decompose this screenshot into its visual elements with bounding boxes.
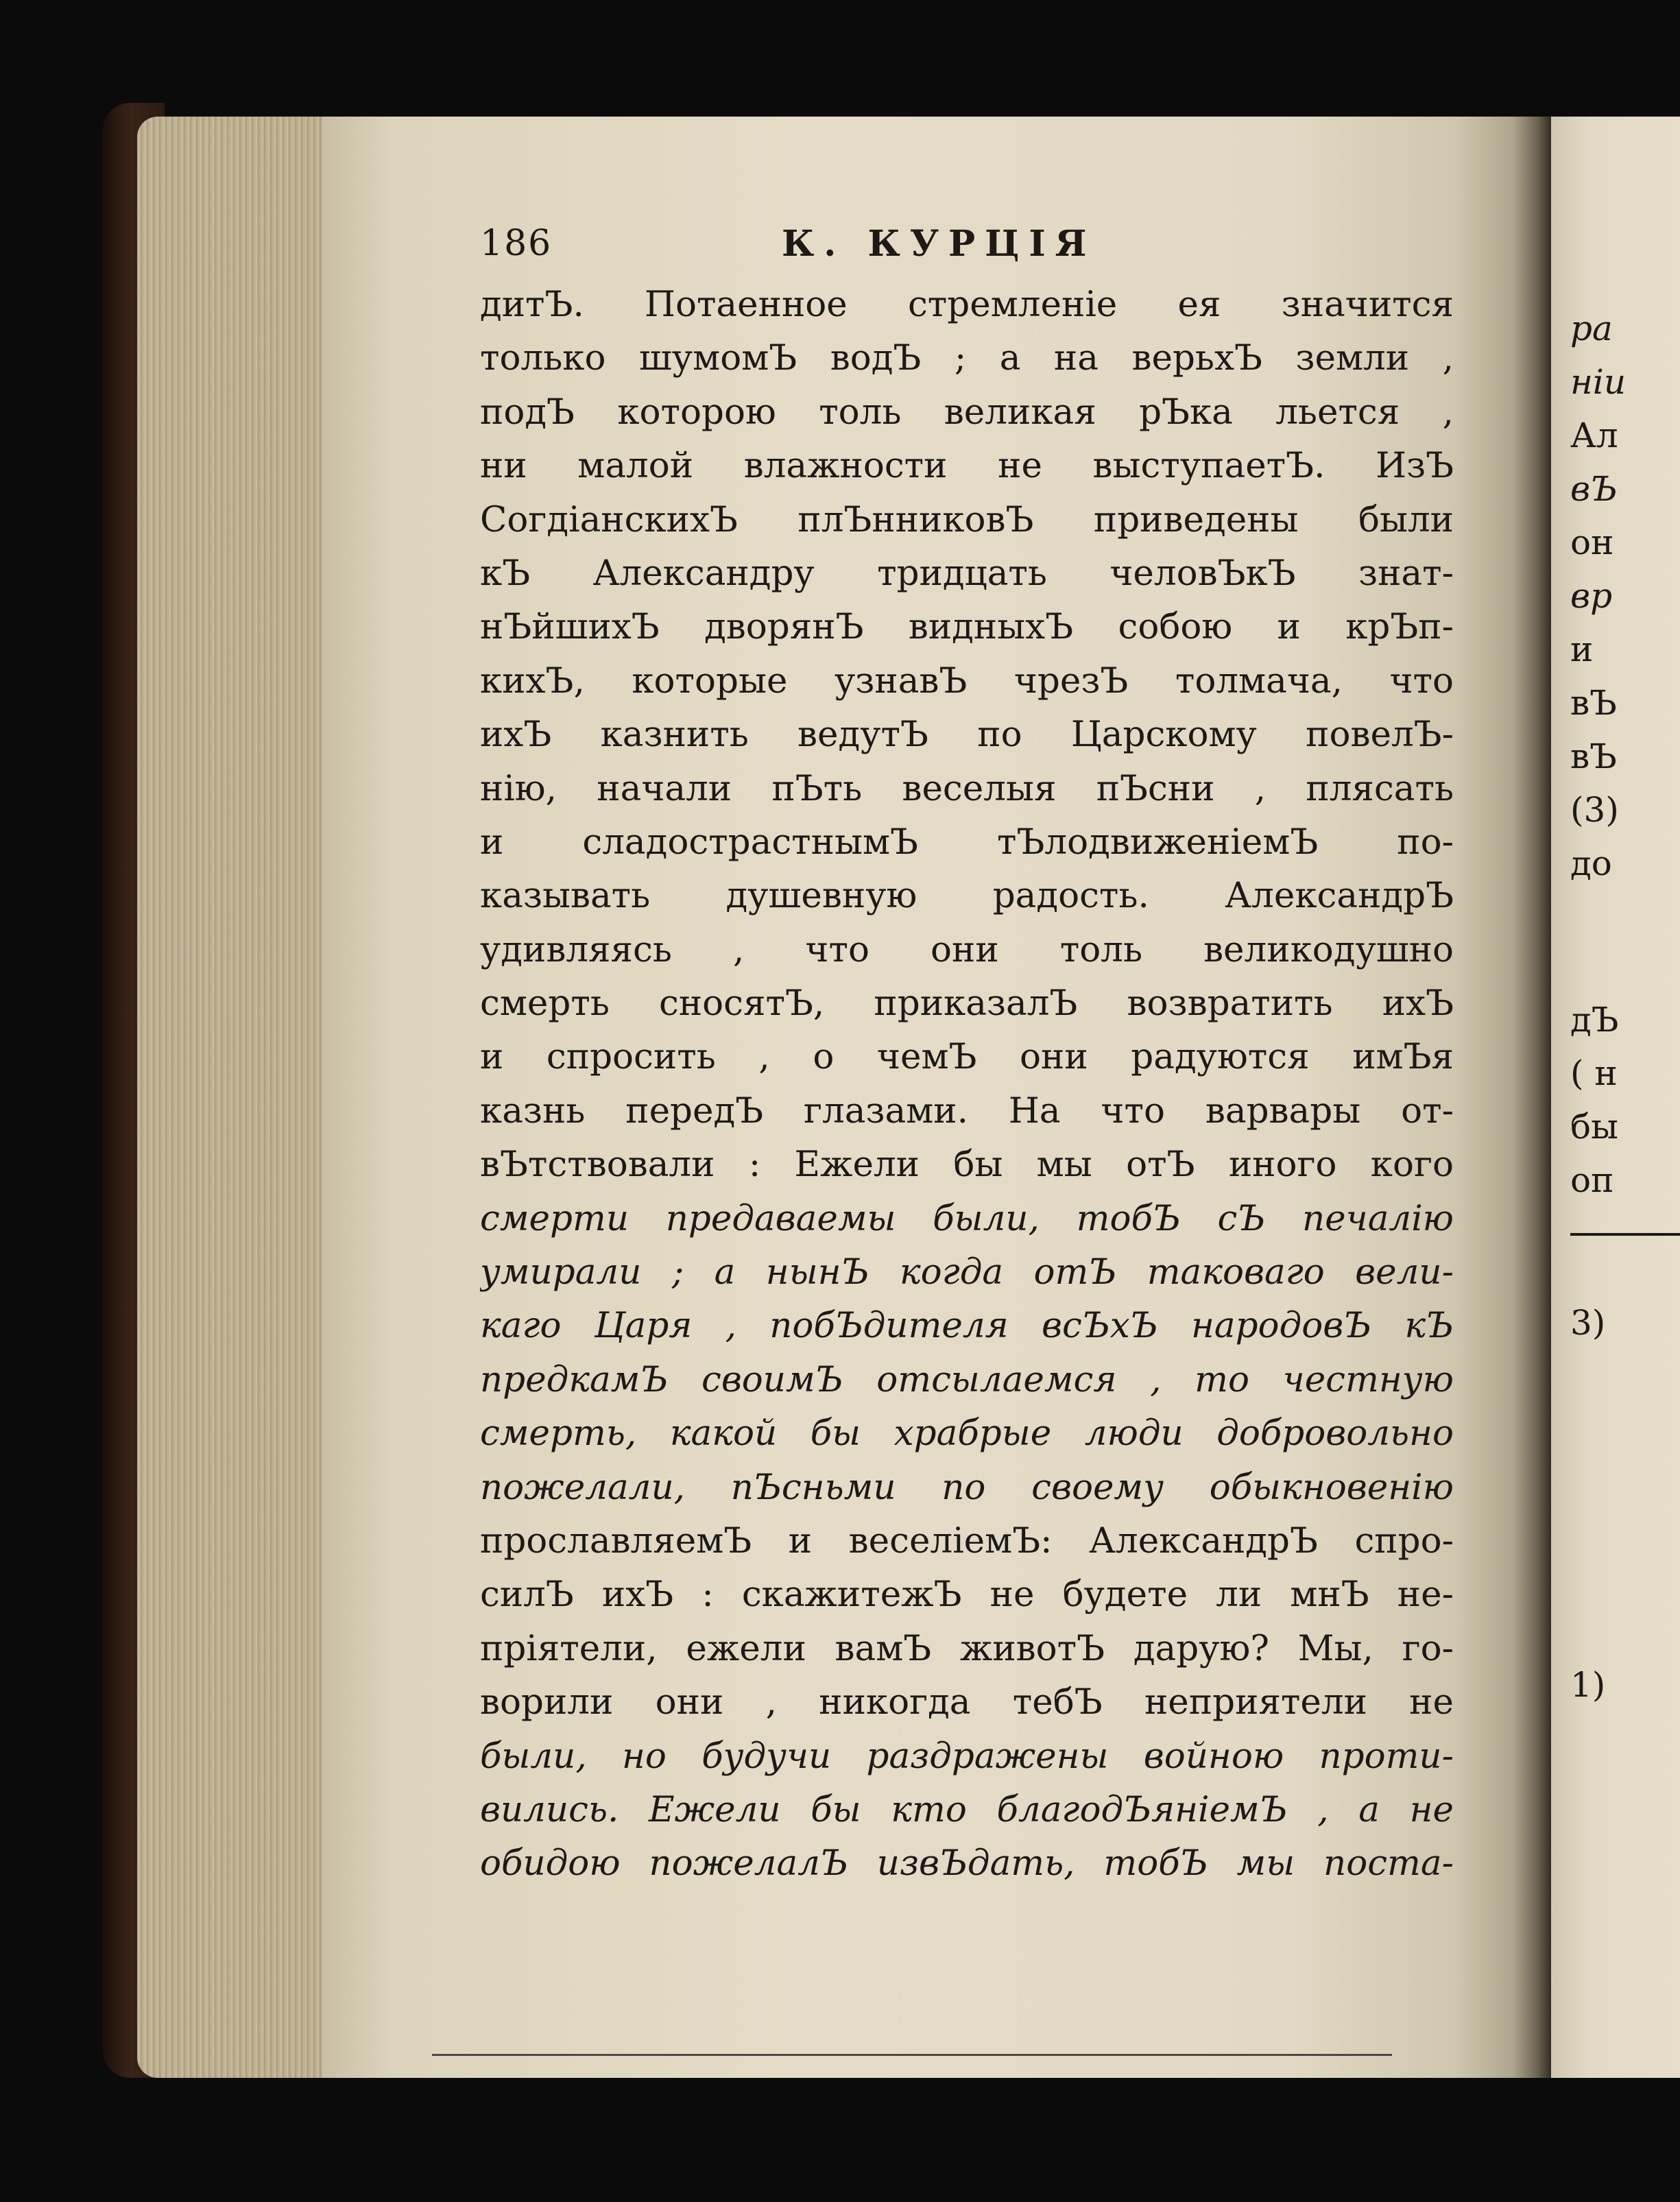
page-header xyxy=(480,223,1454,278)
text-line: нЪйшихЪ дворянЪ видныхЪ собою и крЪп- xyxy=(480,606,1454,648)
text-line: обидою пожелалЪ извЪдать, тобЪ мы поста- xyxy=(480,1843,1454,1884)
right-page-fragments xyxy=(1570,302,1626,1712)
fragment-line: оп xyxy=(1570,1160,1614,1200)
text-line: пожелали, пЪсньми по своему обыкновенію xyxy=(480,1466,1454,1508)
page-body-text xyxy=(480,278,1454,1891)
text-line: дитЪ. Потаенное стремленіе ея значится xyxy=(480,284,1454,325)
text-line: силЪ ихЪ : скажитежЪ не будете ли мнЪ не- xyxy=(480,1574,1454,1616)
text-line: прославляемЪ и веселіемЪ: АлександрЪ спро- xyxy=(480,1520,1454,1561)
fragment-line: вЪ xyxy=(1570,737,1617,776)
fragment-line: вЪ xyxy=(1570,469,1618,509)
text-line: ни малой влажности не выступаетЪ. ИзЪ xyxy=(480,445,1454,487)
fragment-line: бы xyxy=(1570,1107,1618,1147)
text-line: умирали ; а нынЪ когда отЪ таковаго вели- xyxy=(480,1252,1454,1293)
fragment-line: ( н xyxy=(1570,1053,1618,1093)
fragment-line: Ал xyxy=(1570,416,1618,455)
text-line: только шумомЪ водЪ ; а на верьхЪ земли , xyxy=(480,337,1454,379)
page-number: 186 xyxy=(480,223,553,264)
fragment-line: дЪ xyxy=(1570,1000,1619,1040)
text-line: казнь передЪ глазами. На что варвары от- xyxy=(480,1090,1454,1132)
text-line: вЪтствовали : Ежели бы мы отЪ иного кого xyxy=(480,1144,1454,1186)
text-line: кЪ Александру тридцать человЪкЪ знат- xyxy=(480,552,1454,594)
book-gutter xyxy=(1512,117,1553,2078)
text-line: и сладострастнымЪ тЪлодвиженіемЪ по- xyxy=(480,821,1454,863)
page-block-edges xyxy=(137,117,336,2078)
fragment-line: вЪ xyxy=(1570,683,1617,723)
text-line: смерть сносятЪ, приказалЪ возвратить ихЪ xyxy=(480,983,1454,1025)
fragment-line: ра xyxy=(1570,309,1613,348)
text-line: ихЪ казнить ведутЪ по Царскому повелЪ- xyxy=(480,714,1454,756)
footnote-rule xyxy=(1570,1233,1680,1236)
fragment-line: он xyxy=(1570,523,1614,562)
text-line: подЪ которою толь великая рЪка льется , xyxy=(480,391,1454,433)
text-line: каго Царя , побЪдителя всЪхЪ народовЪ кЪ xyxy=(480,1305,1454,1347)
fragment-line: (3) xyxy=(1570,790,1619,830)
text-line: нію, начали пЪть веселыя пЪсни , плясать xyxy=(480,767,1454,809)
text-line: пріятели, ежели вамЪ животЪ дарую? Мы, го- xyxy=(480,1627,1454,1669)
text-line: удивляясь , что они толь великодушно xyxy=(480,929,1454,970)
text-line: ворили они , никогда тебЪ неприятели не xyxy=(480,1682,1454,1723)
footnote-marker-3: 3) xyxy=(1570,1303,1606,1343)
fragment-line: до xyxy=(1570,843,1612,883)
text-line: казывать душевную радость. АлександрЪ xyxy=(480,875,1454,917)
text-line: смерть, какой бы храбрые люди добровольно xyxy=(480,1413,1454,1455)
footnote-marker-1: 1) xyxy=(1570,1665,1606,1705)
text-line: вились. Ежели бы кто благодЪяніемЪ , а не xyxy=(480,1788,1454,1830)
fragment-line: ніи xyxy=(1570,362,1627,402)
bottom-edge-mark xyxy=(432,2054,1392,2056)
text-line: СогдіанскихЪ плЪнниковЪ приведены были xyxy=(480,499,1454,540)
text-line: были, но будучи раздражены войною проти- xyxy=(480,1735,1454,1777)
running-head: К. КУРЦІЯ xyxy=(782,223,1096,265)
text-line: кихЪ, которые узнавЪ чрезЪ толмача, что xyxy=(480,660,1454,702)
fragment-line: вр xyxy=(1570,576,1613,616)
text-line: и спросить , о чемЪ они радуются имЪя xyxy=(480,1036,1454,1078)
text-line: предкамЪ своимЪ отсылаемся , то честную xyxy=(480,1359,1454,1400)
text-line: смерти предаваемы были, тобЪ сЪ печалію xyxy=(480,1197,1454,1239)
fragment-line: и xyxy=(1570,630,1594,669)
